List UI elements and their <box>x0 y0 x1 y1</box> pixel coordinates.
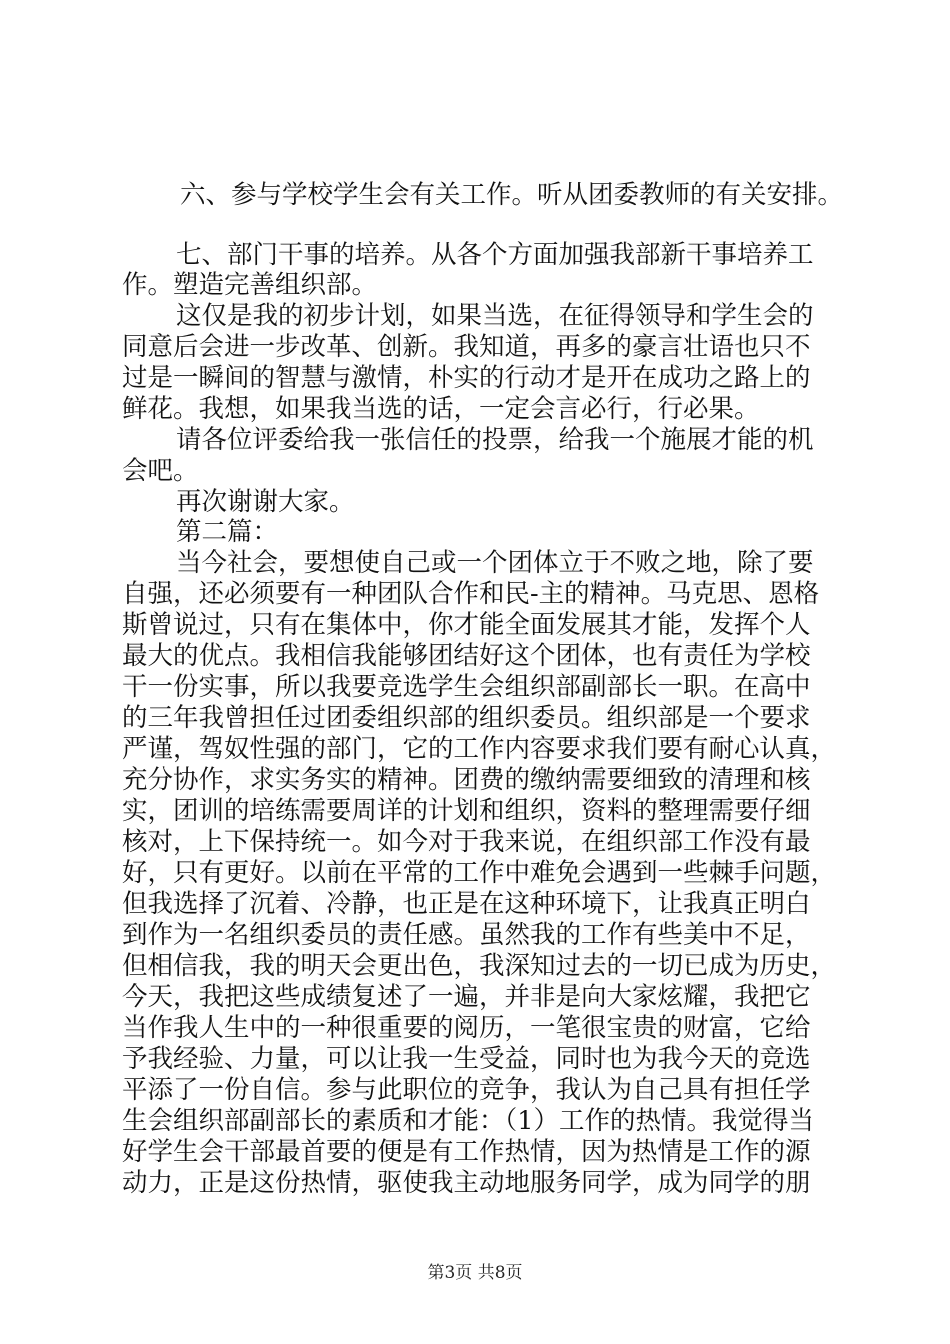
text-line: 严谨，驾奴性强的部门，它的工作内容要求我们要有耐心认真， <box>122 734 837 764</box>
text-line: 但我选择了沉着、冷静，也正是在这种环境下，让我真正明白 <box>122 889 811 919</box>
text-line: 干一份实事，所以我要竞选学生会组织部副部长一职。在高中 <box>122 672 811 702</box>
text-line: 生会组织部副部长的素质和才能：（1）工作的热情。我觉得当 <box>122 1106 814 1136</box>
text-line: 七、部门干事的培养。从各个方面加强我部新干事培养工 <box>176 240 814 270</box>
text-line: 平添了一份自信。参与此职位的竞争，我认为自己具有担任学 <box>122 1075 811 1105</box>
text-line: 好，只有更好。以前在平常的工作中难免会遇到一些棘手问题， <box>122 858 837 888</box>
text-line: 请各位评委给我一张信任的投票，给我一个施展才能的机 <box>176 425 814 455</box>
text-line: 当今社会，要想使自己或一个团体立于不败之地，除了要 <box>176 548 814 578</box>
text-line: 鲜花。我想，如果我当选的话，一定会言必行，行必果。 <box>122 394 760 424</box>
text-line: 自强，还必须要有一种团队合作和民-主的精神。马克思、恩格 <box>122 579 820 609</box>
text-line: 当作我人生中的一种很重要的阅历，一笔很宝贵的财富，它给 <box>122 1013 811 1043</box>
text-line: 充分协作，求实务实的精神。团费的缴纳需要细致的清理和核 <box>122 765 811 795</box>
page-footer: 第3页 共8页 <box>427 1263 523 1283</box>
section-heading: 第二篇： <box>176 517 279 547</box>
text-line: 但相信我，我的明天会更出色，我深知过去的一切已成为历史， <box>122 951 837 981</box>
text-line: 作。塑造完善组织部。 <box>122 270 378 300</box>
text-line: 动力，正是这份热情，驱使我主动地服务同学，成为同学的朋 <box>122 1168 811 1198</box>
text-line: 予我经验、力量，可以让我一生受益，同时也为我今天的竞选 <box>122 1044 811 1074</box>
text-line: 斯曾说过，只有在集体中，你才能全面发展其才能，发挥个人 <box>122 610 811 640</box>
text-line: 到作为一名组织委员的责任感。虽然我的工作有些美中不足， <box>122 920 811 950</box>
text-line: 实，团训的培练需要周详的计划和组织，资料的整理需要仔细 <box>122 796 811 826</box>
text-line: 今天，我把这些成绩复述了一遍，并非是向大家炫耀，我把它 <box>122 982 811 1012</box>
text-line: 核对，上下保持统一。如今对于我来说，在组织部工作没有最 <box>122 827 811 857</box>
text-line: 的三年我曾担任过团委组织部的组织委员。组织部是一个要求 <box>122 703 811 733</box>
text-line: 好学生会干部最首要的便是有工作热情，因为热情是工作的源 <box>122 1137 811 1167</box>
text-line: 过是一瞬间的智慧与激情，朴实的行动才是开在成功之路上的 <box>122 363 811 393</box>
text-line: 会吧。 <box>122 456 199 486</box>
text-line: 六、参与学校学生会有关工作。听从团委教师的有关安排。 <box>180 180 844 210</box>
text-line: 最大的优点。我相信我能够团结好这个团体，也有责任为学校 <box>122 641 811 671</box>
text-line: 同意后会进一步改革、创新。我知道，再多的豪言壮语也只不 <box>122 332 811 362</box>
text-line: 这仅是我的初步计划，如果当选，在征得领导和学生会的 <box>176 301 814 331</box>
text-line: 再次谢谢大家。 <box>176 487 355 517</box>
